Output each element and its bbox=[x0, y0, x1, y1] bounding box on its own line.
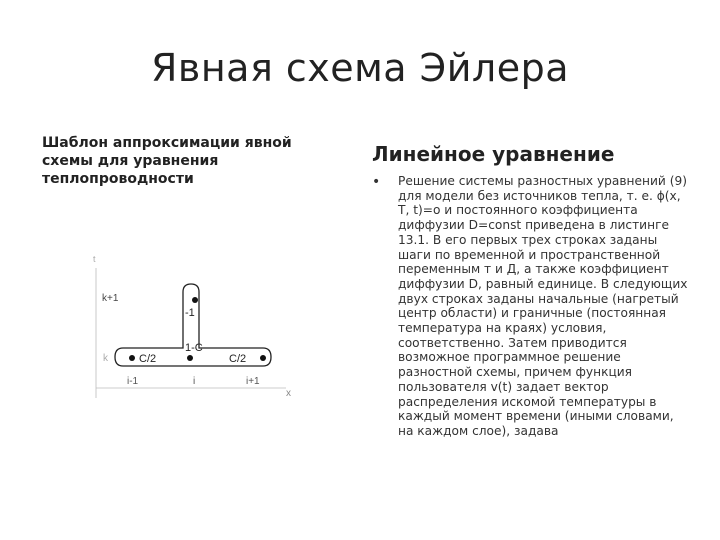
x-axis-label: x bbox=[286, 388, 291, 399]
left-weight: C/2 bbox=[139, 353, 157, 365]
row-top-label: k+1 bbox=[102, 293, 119, 304]
t-axis-label: t bbox=[93, 254, 96, 264]
stencil-diagram bbox=[90, 250, 300, 400]
node-center bbox=[187, 355, 193, 361]
col-right-label: i+1 bbox=[246, 376, 260, 387]
row-bottom-label: k bbox=[103, 353, 108, 364]
right-weight: C/2 bbox=[229, 353, 247, 365]
node-left bbox=[129, 355, 135, 361]
bullet-mark: • bbox=[372, 174, 381, 190]
stencil-caption: Шаблон аппроксимации явной схемы для уравнения теплопроводности bbox=[42, 135, 292, 187]
col-mid-label: i bbox=[193, 376, 196, 387]
section-heading: Линейное уравнение bbox=[372, 142, 615, 166]
slide-title: Явная схема Эйлера bbox=[151, 46, 569, 90]
top-node-weight: -1 bbox=[185, 307, 195, 319]
node-top bbox=[192, 297, 198, 303]
node-right bbox=[260, 355, 266, 361]
body-paragraph: Решение системы разностных уравнений (9) для модели без источников тепла, т. е. ϕ(x, T, t)=o и постоянного коэффициента диффузии D=const приведена в листинге 13.1. В его первых трех строках заданы шаги по временной и пространственной переменным т и Д, а также коэффициент диффузии D, равный единице. В следующих двух строках заданы начальные (нагретый центр области) и граничные (постоянная температура на краях) условия, соответственно. Затем приводится возможное программное решение разностной схемы, причем функция пользователя v(t) задает вектор распределения искомой температуры в каждый момент времени (иными словами, на каждом слое), задава bbox=[398, 174, 688, 438]
center-weight: 1-C bbox=[185, 342, 203, 354]
col-left-label: i-1 bbox=[127, 376, 139, 387]
